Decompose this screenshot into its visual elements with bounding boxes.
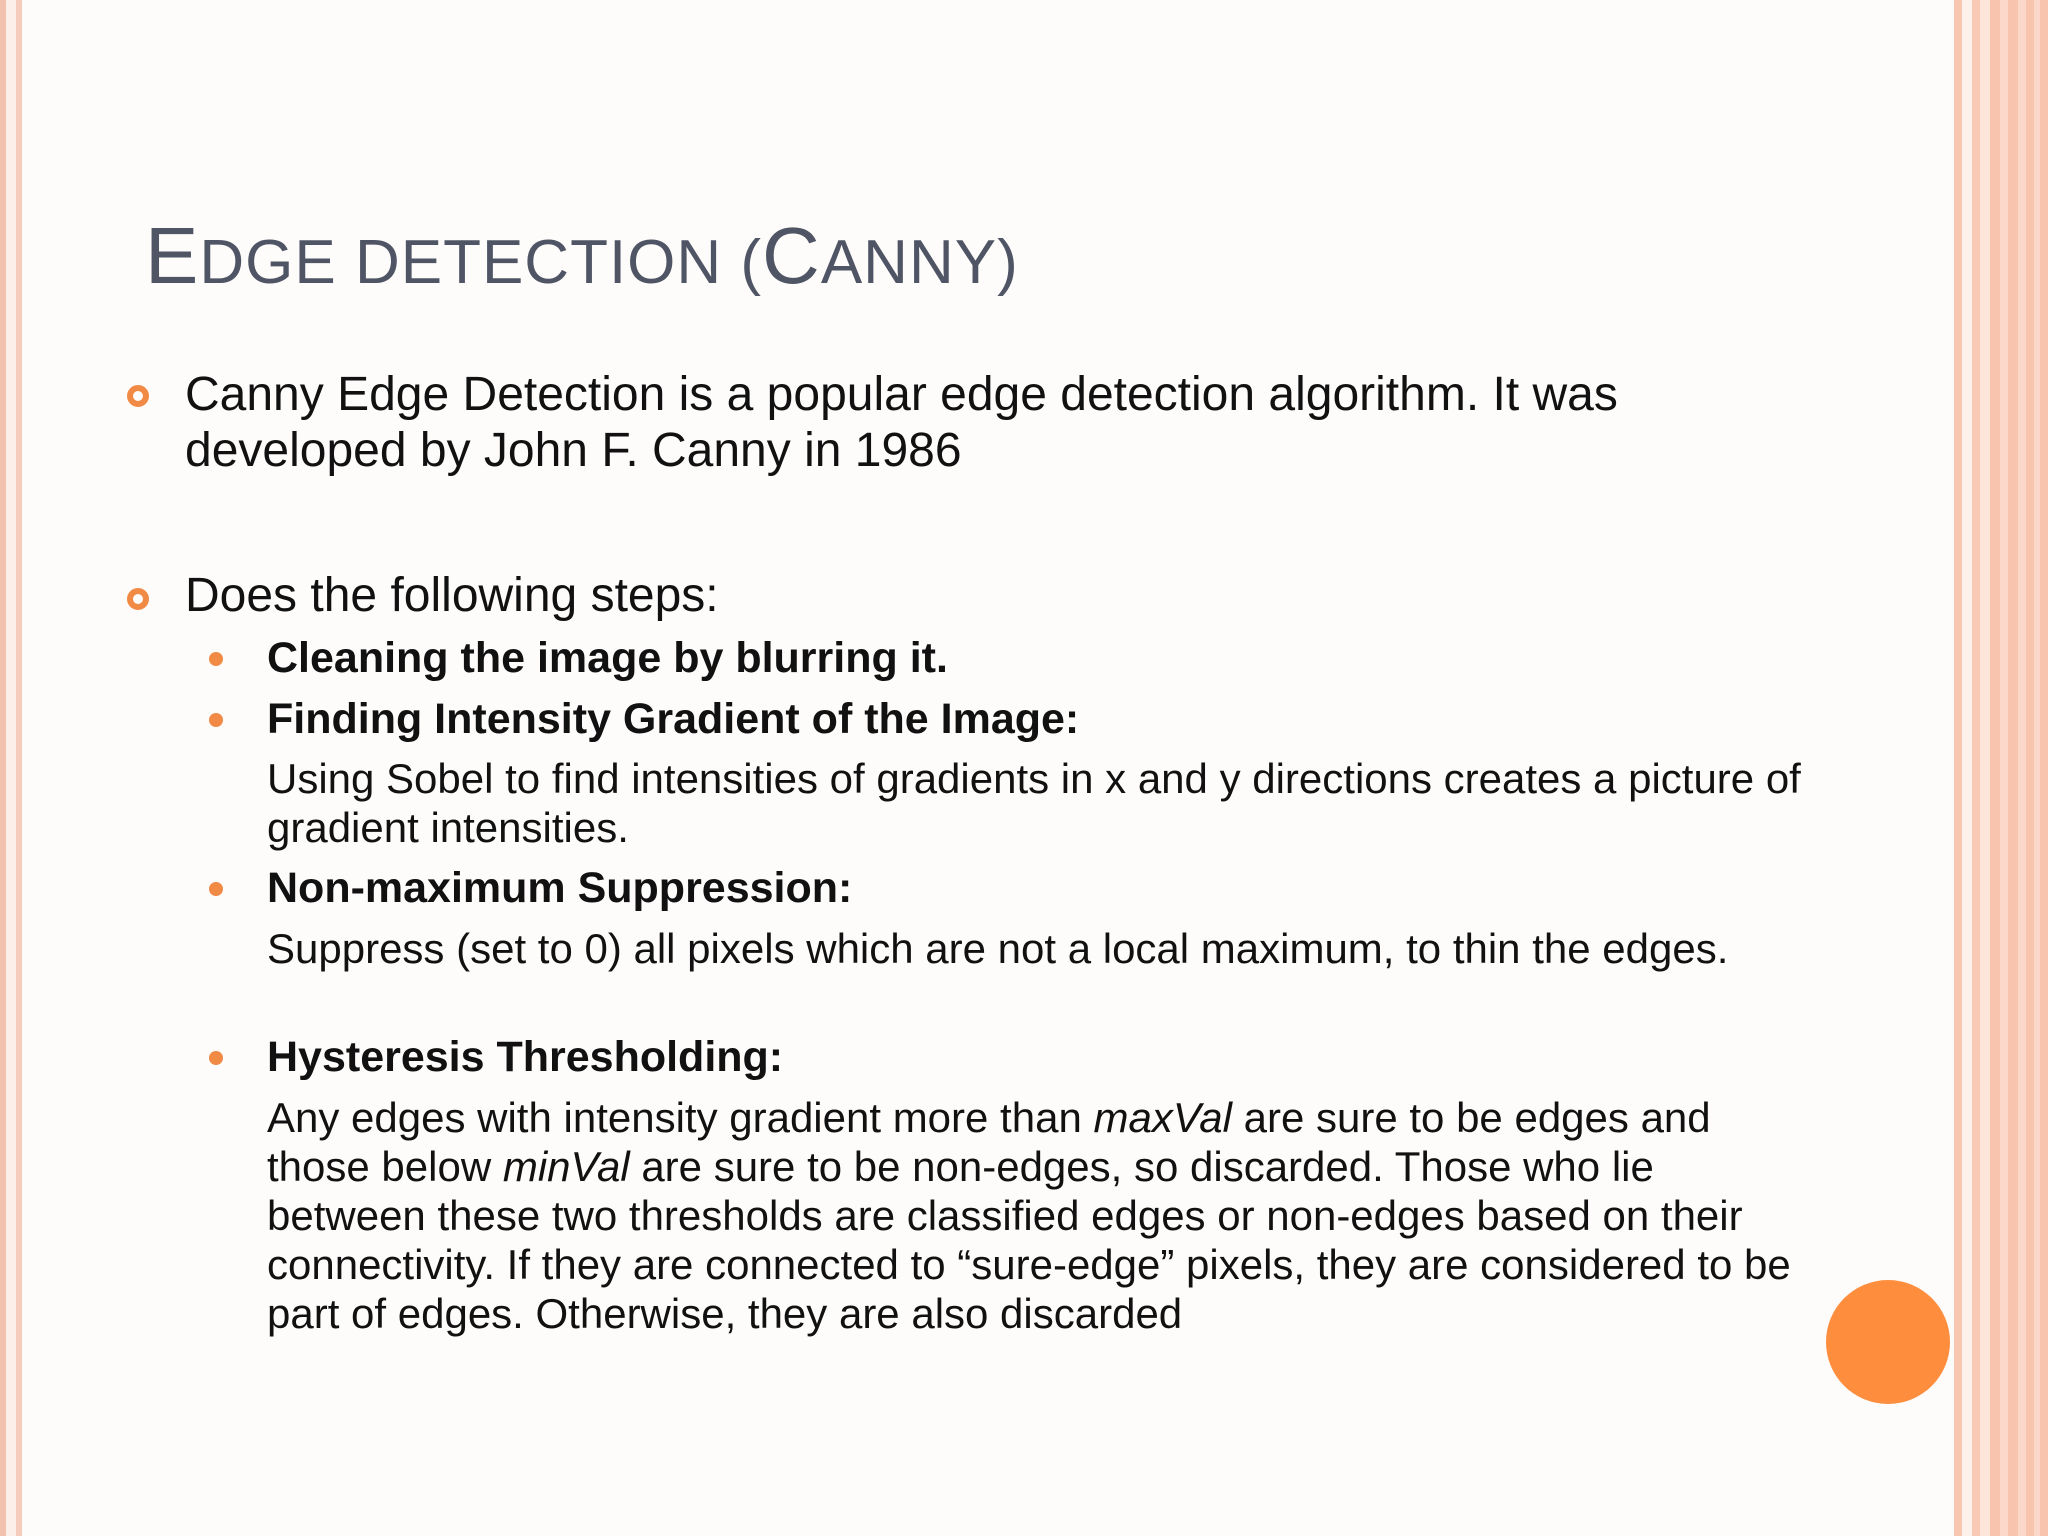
ring-bullet-icon — [127, 588, 149, 610]
maxval-term: maxVal — [1093, 1094, 1232, 1141]
left-border-stripe — [16, 0, 22, 1536]
right-border-stripe — [1954, 0, 1962, 1536]
right-border-stripe — [2000, 0, 2008, 1536]
step-heading: Finding Intensity Gradient of the Image: — [267, 695, 1080, 743]
steps-intro: Does the following steps: — [185, 569, 719, 622]
minval-term: minVal — [502, 1143, 630, 1190]
ring-bullet-icon — [127, 385, 149, 407]
right-border-stripe — [1962, 0, 1972, 1536]
right-border-stripe — [1972, 0, 1980, 1536]
orange-circle-decoration — [1826, 1280, 1950, 1404]
right-border-stripe — [1980, 0, 1990, 1536]
step-heading: Hysteresis Thresholding: — [267, 1033, 784, 1081]
step-body: Suppress (set to 0) all pixels which are not a local maximum, to thin the edges. — [267, 925, 1729, 972]
step-body: Any edges with intensity gradient more than maxVal are sure to be edges and those below minVal are sure to be non-edges, so discarded. Those who lie between these two thresholds are classified edges or non-edges based on their connectivity. If they are connected to “sure-edge” pixels, they are considered to be part of edges. Otherwise, they are also discarded — [267, 1094, 1791, 1337]
slide-title: EDGE DETECTION (CANNY) — [145, 211, 1019, 300]
right-border-stripe — [2018, 0, 2026, 1536]
right-border-stripe — [2034, 0, 2040, 1536]
dot-bullet-icon — [209, 1051, 223, 1065]
step-heading: Cleaning the image by blurring it. — [267, 634, 948, 682]
dot-bullet-icon — [209, 652, 223, 666]
step-body: Using Sobel to find intensities of gradients in x and y directions creates a picture of gradient intensities. — [267, 755, 1801, 851]
dot-bullet-icon — [209, 882, 223, 896]
intro-text: Canny Edge Detection is a popular edge detection algorithm. It was developed by John F. Canny in 1986 — [185, 368, 1618, 477]
left-border-stripe — [6, 0, 16, 1536]
step-heading: Non-maximum Suppression: — [267, 864, 853, 912]
dot-bullet-icon — [209, 713, 223, 727]
